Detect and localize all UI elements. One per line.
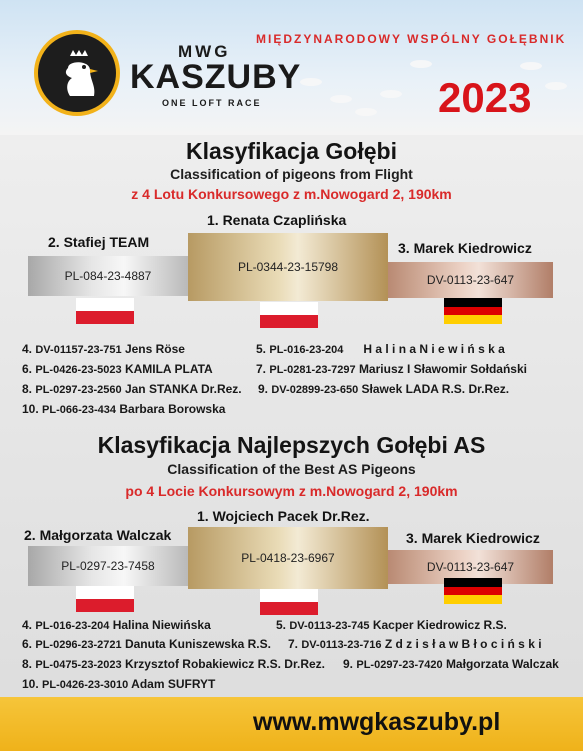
flying-pigeon-icon	[410, 60, 432, 68]
poland-flag-icon	[76, 586, 134, 612]
brand-name: KASZUBY	[130, 58, 302, 96]
section1-first-ring: PL-0344-23-15798	[237, 260, 339, 274]
list-item: 6. PL-0296-23-2721 Danuta Kuniszewska R.S.	[22, 637, 271, 651]
section1-second-ring: PL-084-23-4887	[64, 269, 152, 283]
section2-second-bar	[28, 546, 188, 586]
poland-flag-icon	[260, 589, 318, 615]
section2-second-name: 2. Małgorzata Walczak	[24, 527, 172, 543]
year: 2023	[438, 74, 532, 121]
list-item: 6. PL-0426-23-5023 KAMILA PLATA	[22, 362, 213, 376]
dove-crown-icon	[56, 50, 102, 100]
section2-first-ring: PL-0418-23-6967	[241, 551, 335, 565]
list-item: 9. DV-02899-23-650 Sławek LADA R.S. Dr.Rez.	[258, 382, 510, 396]
list-item: 4. PL-016-23-204 Halina Niewińska	[22, 618, 211, 632]
germany-flag-icon	[444, 298, 502, 324]
brand-prefix: MWG	[178, 42, 231, 61]
list-item: 10. PL-066-23-434 Barbara Borowska	[22, 402, 226, 416]
header-banner: MIĘDZYNARODOWY WSPÓLNY GOŁĘBNIK	[256, 32, 567, 46]
list-item: 10. PL-0426-23-3010 Adam SUFRYT	[22, 677, 216, 691]
flying-pigeon-icon	[520, 62, 542, 70]
list-item: 8. PL-0297-23-2560 Jan STANKA Dr.Rez.	[22, 382, 242, 396]
flying-pigeon-icon	[355, 108, 377, 116]
logo	[34, 30, 120, 116]
section1-third-ring: DV-0113-23-647	[426, 273, 515, 287]
germany-flag-icon	[444, 578, 502, 604]
header	[0, 0, 583, 135]
section1-second-name: 2. Stafiej TEAM	[48, 234, 150, 250]
list-item: 5. DV-0113-23-745 Kacper Kiedrowicz R.S.	[276, 618, 507, 632]
section2-first-name: 1. Wojciech Pacek Dr.Rez.	[197, 508, 370, 524]
section1-third-name: 3. Marek Kiedrowicz	[398, 240, 532, 256]
section1-first-name: 1. Renata Czaplińska	[207, 212, 347, 228]
poland-flag-icon	[260, 302, 318, 328]
section2-third-name: 3. Marek Kiedrowicz	[406, 530, 540, 546]
list-item: 4. DV-01157-23-751 Jens Röse	[22, 342, 185, 356]
list-item: 7. PL-0281-23-7297 Mariusz I Sławomir Sołdański	[256, 362, 527, 376]
section2-title: Klasyfikacja Najlepszych Gołębi AS	[97, 432, 486, 458]
brand-tagline: ONE LOFT RACE	[162, 98, 262, 108]
section1-race: z 4 Lotu Konkursowego z m.Nowogard 2, 190km	[131, 186, 452, 202]
section1-title: Klasyfikacja Gołębi	[186, 138, 397, 164]
flying-pigeon-icon	[380, 90, 402, 98]
section2-first-bar	[188, 527, 388, 589]
list-item: 9. PL-0297-23-7420 Małgorzata Walczak	[343, 657, 559, 671]
section2-subtitle: Classification of the Best AS Pigeons	[167, 461, 416, 477]
flying-pigeon-icon	[300, 78, 322, 86]
list-item: 8. PL-0475-23-2023 Krzysztof Robakiewicz R.S. Dr.Rez.	[22, 657, 325, 671]
list-item: 7. DV-0113-23-716 Z d z i s ł a w B ł o c i ń s k i	[288, 637, 542, 651]
section1-first-bar	[188, 233, 388, 301]
section1-third-bar	[388, 262, 553, 298]
section2-third-ring: DV-0113-23-647	[426, 560, 515, 574]
poland-flag-icon	[76, 298, 134, 324]
section2-race: po 4 Locie Konkursowym z m.Nowogard 2, 190km	[125, 483, 458, 499]
section2-second-ring: PL-0297-23-7458	[61, 559, 155, 573]
list-item: 5. PL-016-23-204 H a l i n a N i e w i ń s k a	[256, 342, 505, 356]
section1-subtitle: Classification of pigeons from Flight	[170, 166, 413, 182]
flying-pigeon-icon	[330, 95, 352, 103]
section1-second-bar	[28, 256, 188, 296]
flying-pigeon-icon	[545, 82, 567, 90]
website-link[interactable]: www.mwgkaszuby.pl	[253, 708, 501, 736]
